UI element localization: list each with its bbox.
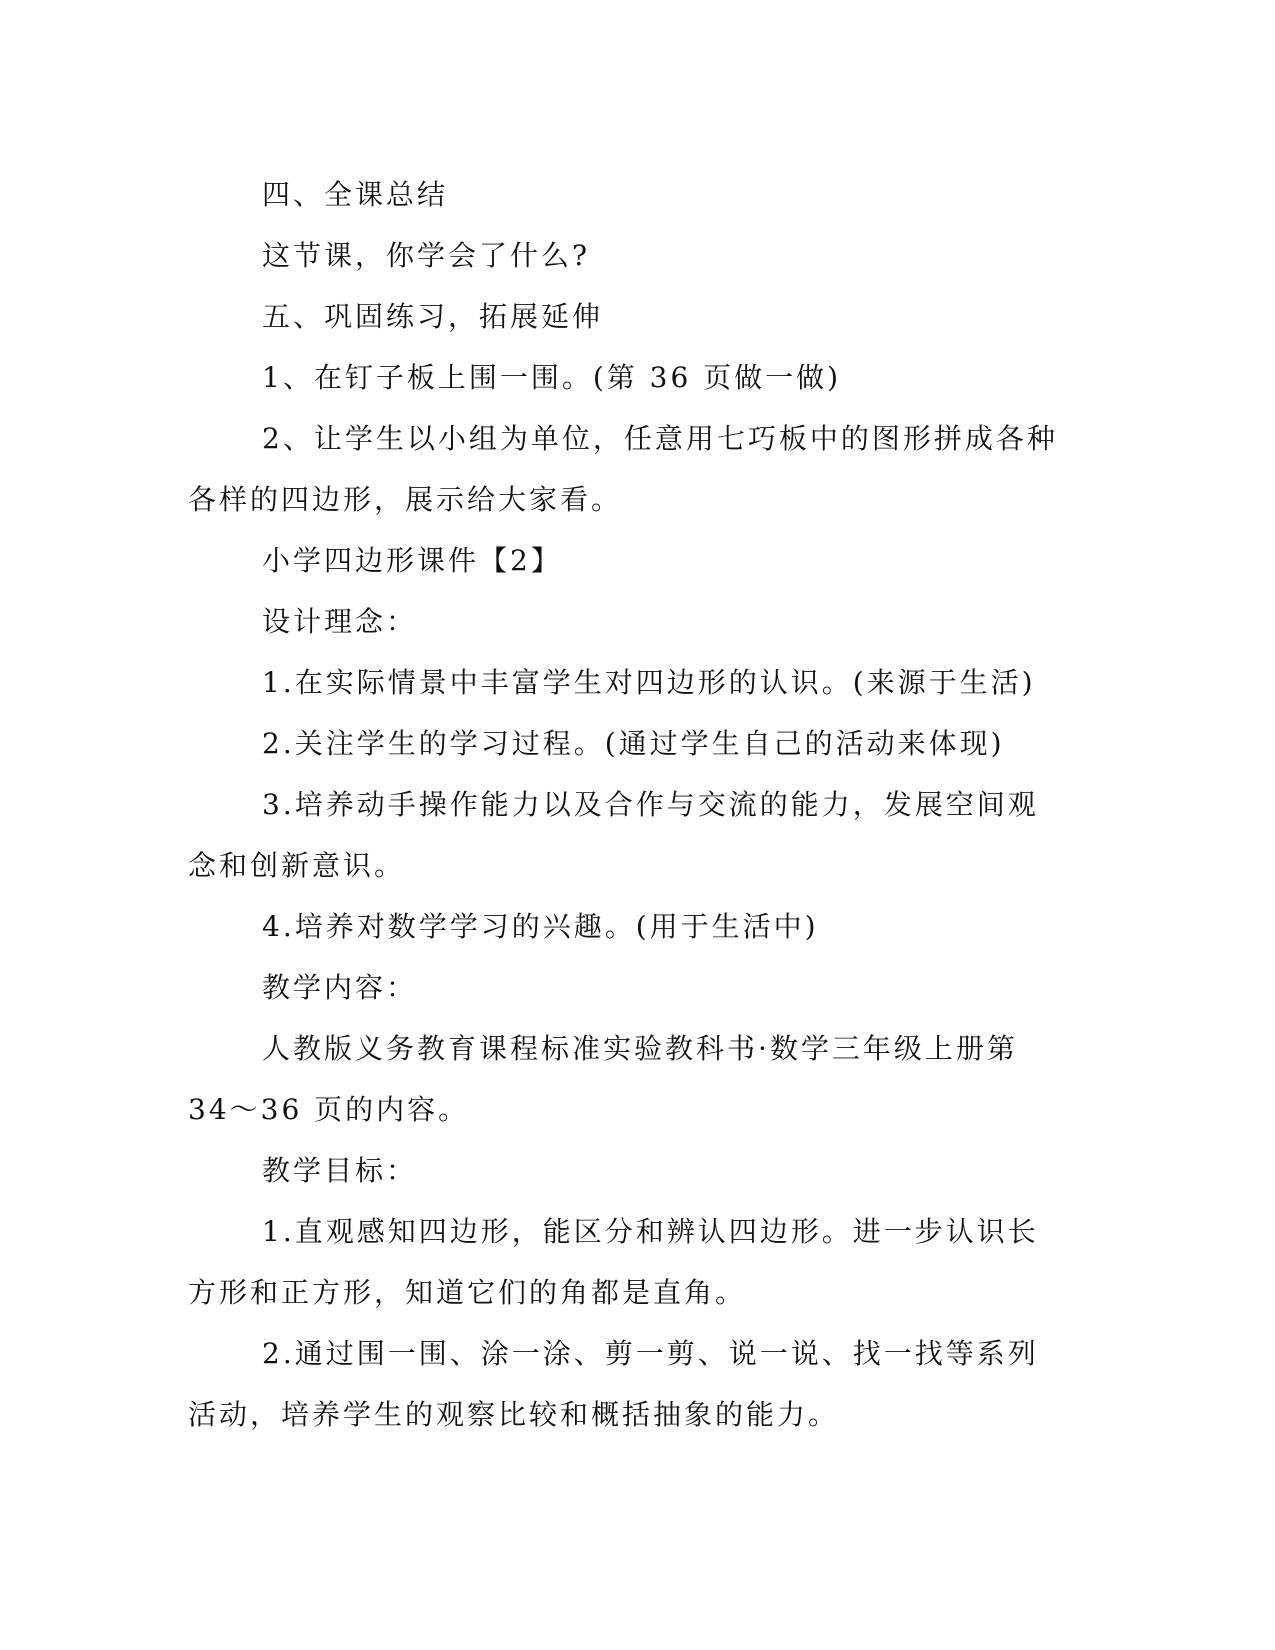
list-item-design-4: 4.培养对数学学习的兴趣。(用于生活中) xyxy=(262,910,819,943)
list-item-design-2: 2.关注学生的学习过程。(通过学生自己的活动来体现) xyxy=(262,727,1005,760)
section-heading-practice: 五、巩固练习，拓展延伸 xyxy=(262,300,604,333)
paragraph-question: 这节课，你学会了什么? xyxy=(262,239,591,272)
list-item-design-1: 1.在实际情景中丰富学生对四边形的认识。(来源于生活) xyxy=(262,666,1036,699)
section-heading-content: 教学内容： xyxy=(262,971,418,1004)
list-item-practice-2: 2、让学生以小组为单位，任意用七巧板中的图形拼成各种各样的四边形，展示给大家看。 xyxy=(188,422,1058,516)
list-item-practice-1: 1、在钉子板上围一围。(第 36 页做一做) xyxy=(262,361,842,394)
section-heading-goals: 教学目标： xyxy=(262,1154,418,1187)
list-item-design-3: 3.培养动手操作能力以及合作与交流的能力，发展空间观念和创新意识。 xyxy=(188,788,1039,882)
list-item-goal-2: 2.通过围一围、涂一涂、剪一剪、说一说、找一找等系列活动，培养学生的观察比较和概括抽象的能力。 xyxy=(188,1337,1039,1431)
section-heading-design: 设计理念： xyxy=(262,605,418,638)
document-body xyxy=(188,164,1068,1445)
section-heading-summary: 四、全课总结 xyxy=(262,178,449,211)
subtitle-lesson-2: 小学四边形课件【2】 xyxy=(262,544,562,577)
list-item-goal-1: 1.直观感知四边形，能区分和辨认四边形。进一步认识长方形和正方形，知道它们的角都是直角。 xyxy=(188,1215,1039,1309)
paragraph-content: 人教版义务教育课程标准实验教科书·数学三年级上册第 34～36 页的内容。 xyxy=(188,1032,1018,1126)
